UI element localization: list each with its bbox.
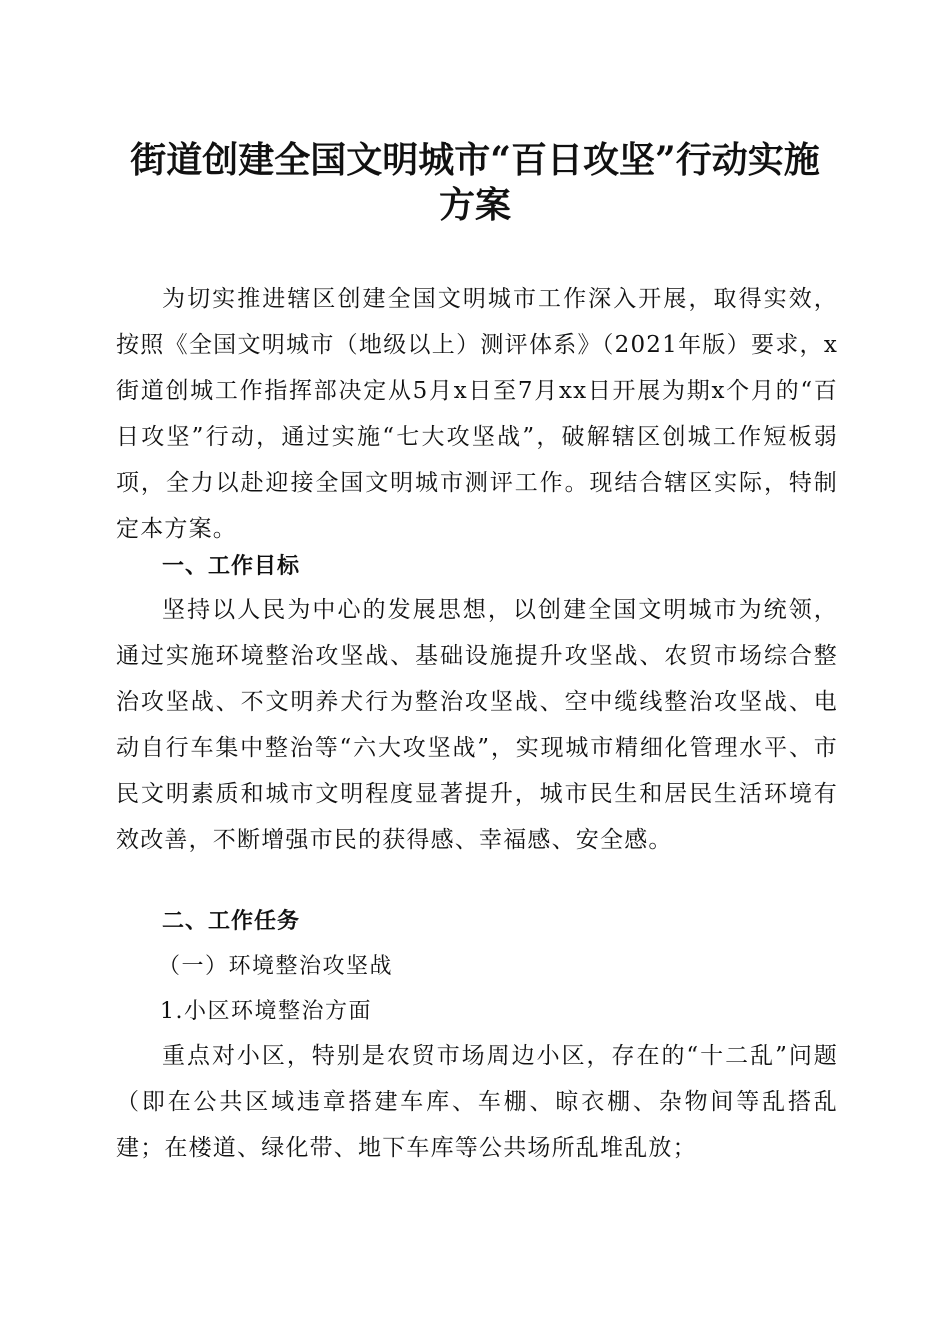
section-heading-work-tasks: 二、工作任务 bbox=[162, 909, 301, 934]
intro-paragraph-text: 为切实推进辖区创建全国文明城市工作深入开展，取得实效，按照《全国文明城市（地级以上）测评体系》（2021年版）要求，x街道创城工作指挥部决定从5月x日至7月xx日开展为期x个月的“百日攻坚”行动，通过实施“七大攻坚战”，破解辖区创城工作短板弱项，全力以赴迎接全国文明城市测评工作。现结合辖区实际，特制定本方案。 bbox=[116, 286, 838, 542]
section-heading-work-goals: 一、工作目标 bbox=[162, 554, 301, 579]
intro-paragraph bbox=[116, 276, 838, 552]
community-environment-paragraph bbox=[116, 1033, 838, 1171]
item-heading-community-environment: 1.小区环境整治方面 bbox=[160, 999, 372, 1024]
document-title-line-2: 方案 bbox=[438, 184, 511, 226]
subsection-heading-environment: （一）环境整治攻坚战 bbox=[158, 954, 394, 979]
document-title-line-1: 街道创建全国文明城市“百日攻坚”行动实施 bbox=[130, 139, 820, 181]
work-goals-paragraph-text: 坚持以人民为中心的发展思想，以创建全国文明城市为统领，通过实施环境整治攻坚战、基础设施提升攻坚战、农贸市场综合整治攻坚战、不文明养犬行为整治攻坚战、空中缆线整治攻坚战、电动自行车集中整治等“六大攻坚战”，实现城市精细化管理水平、市民文明素质和城市文明程度显著提升，城市民生和居民生活环境有效改善，不断增强市民的获得感、幸福感、安全感。 bbox=[116, 597, 838, 853]
community-environment-paragraph-text: 重点对小区，特别是农贸市场周边小区，存在的“十二乱”问题（即在公共区域违章搭建车库、车棚、晾衣棚、杂物间等乱搭乱建；在楼道、绿化带、地下车库等公共场所乱堆乱放； bbox=[116, 1043, 838, 1161]
work-goals-paragraph bbox=[116, 587, 838, 863]
